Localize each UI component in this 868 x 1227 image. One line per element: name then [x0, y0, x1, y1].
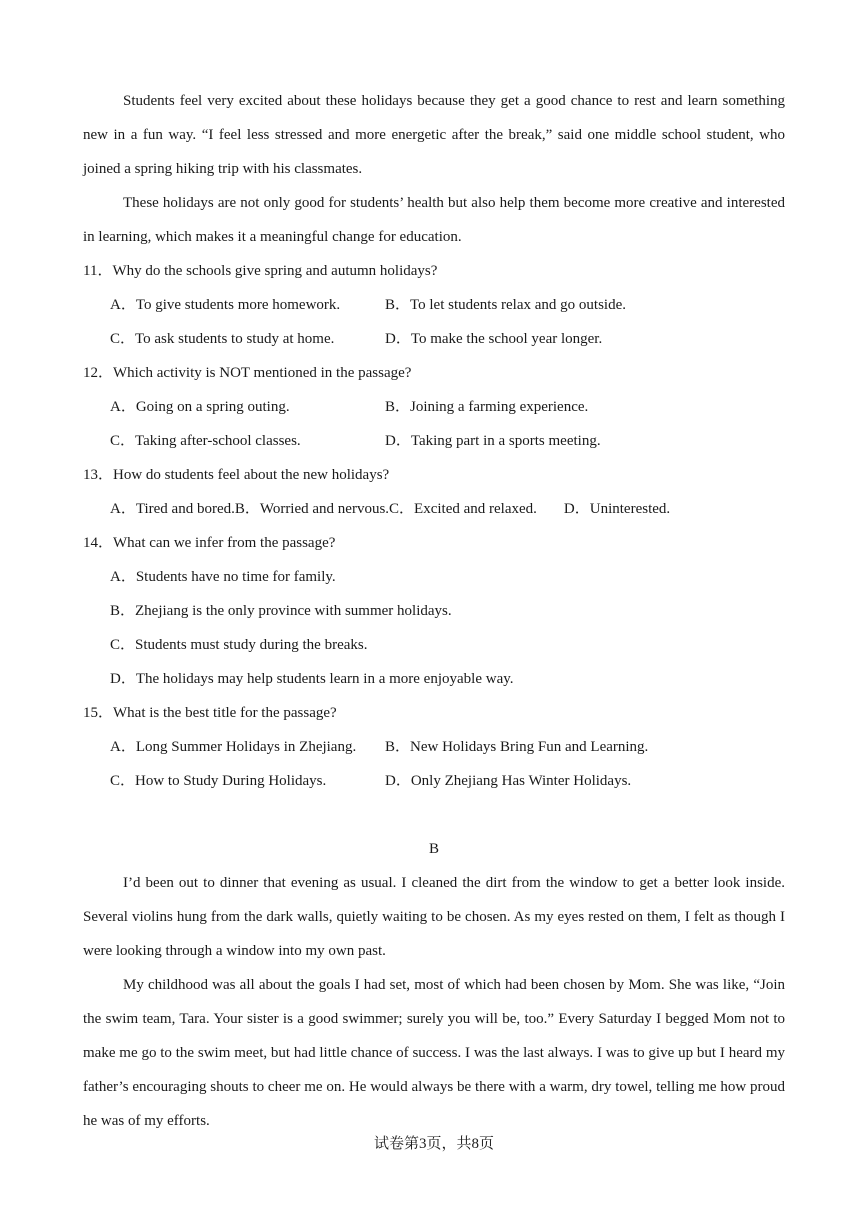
- section-b-heading: B: [428, 841, 439, 857]
- passage-a-paragraph-1: Students feel very excited about these holidays because they get a good chance to rest and learn something new in a fun way. “I feel less stressed and more energetic after the break,” said one middle school student, who joined a spring hiking trip with his classmates.: [83, 93, 785, 177]
- question-text: Why do the schools give spring and autumn holidays?: [112, 263, 438, 279]
- options-row: [83, 322, 785, 356]
- question-14: [83, 526, 785, 560]
- option-b[interactable]: B．To let students relax and go outside.: [385, 297, 626, 313]
- option-d[interactable]: D．To make the school year longer.: [385, 331, 603, 347]
- question-number: 11．: [83, 263, 113, 279]
- question-text: What is the best title for the passage?: [113, 705, 337, 721]
- question-text: Which activity is NOT mentioned in the passage?: [113, 365, 412, 381]
- option-a[interactable]: A．Going on a spring outing.: [110, 399, 290, 415]
- option-b[interactable]: B．Joining a farming experience.: [385, 399, 589, 415]
- page-footer: 试卷第3页，共8页: [373, 1136, 494, 1152]
- option-d[interactable]: D．The holidays may help students learn in a more enjoyable way.: [110, 671, 514, 687]
- option-a[interactable]: A．Students have no time for family.: [110, 569, 336, 585]
- passage-b-paragraph-1: I’d been out to dinner that evening as usual. I cleaned the dirt from the window to get a better look inside. Several violins hung from the dark walls, quietly waiting to be chosen. As my eyes rested on them, I felt as though I were looking through a window into my own past.: [83, 875, 785, 959]
- passage-b-paragraph-2: My childhood was all about the goals I had set, most of which had been chosen by Mom. She was like, “Join the swim team, Tara. Your sister is a good swimmer; surely you will be, too.” Every Saturday I begged Mom not to make me go to the swim meet, but had little chance of success. I was the last always. I was to give up but I heard my father’s encouraging shouts to cheer me on. He would always be there with a warm, dry towel, telling me how proud he was of my efforts.: [83, 977, 785, 1129]
- options-row: [83, 764, 785, 798]
- option-c[interactable]: C．Taking after-school classes.: [110, 433, 301, 449]
- question-13: [83, 458, 785, 492]
- option-d[interactable]: D．Uninterested.: [563, 501, 671, 517]
- question-number: 14．: [83, 535, 114, 551]
- question-number: 13．: [83, 467, 114, 483]
- option-a[interactable]: A．Long Summer Holidays in Zhejiang.: [110, 739, 357, 755]
- option-c[interactable]: C．Excited and relaxed.: [389, 501, 537, 517]
- option-b[interactable]: B．New Holidays Bring Fun and Learning.: [385, 739, 649, 755]
- option-b[interactable]: B．Zhejiang is the only province with summer holidays.: [110, 603, 452, 619]
- question-number: 12．: [83, 365, 114, 381]
- option-d[interactable]: D．Taking part in a sports meeting.: [385, 433, 601, 449]
- question-text: How do students feel about the new holidays?: [113, 467, 390, 483]
- option-d[interactable]: D．Only Zhejiang Has Winter Holidays.: [385, 773, 632, 789]
- option-c[interactable]: C．To ask students to study at home.: [110, 331, 335, 347]
- question-15: [83, 696, 785, 730]
- options-row: [83, 424, 785, 458]
- question-number: 15．: [83, 705, 114, 721]
- options-row: [83, 730, 785, 764]
- passage-text: [83, 84, 785, 1138]
- option-c[interactable]: C．Students must study during the breaks.: [110, 637, 368, 653]
- options-row: [83, 492, 785, 526]
- option-a[interactable]: A．To give students more homework.: [110, 297, 341, 313]
- passage-a-paragraph-2: These holidays are not only good for students’ health but also help them become more creative and interested in learning, which makes it a meaningful change for education.: [83, 195, 785, 245]
- option-a[interactable]: A．Tired and bored.: [110, 501, 235, 517]
- option-b[interactable]: B．Worried and nervous.: [234, 501, 390, 517]
- question-11: [83, 254, 785, 288]
- question-text: What can we infer from the passage?: [113, 535, 336, 551]
- options-row: [83, 288, 785, 322]
- question-12: [83, 356, 785, 390]
- option-c[interactable]: C．How to Study During Holidays.: [110, 773, 327, 789]
- options-row: [83, 390, 785, 424]
